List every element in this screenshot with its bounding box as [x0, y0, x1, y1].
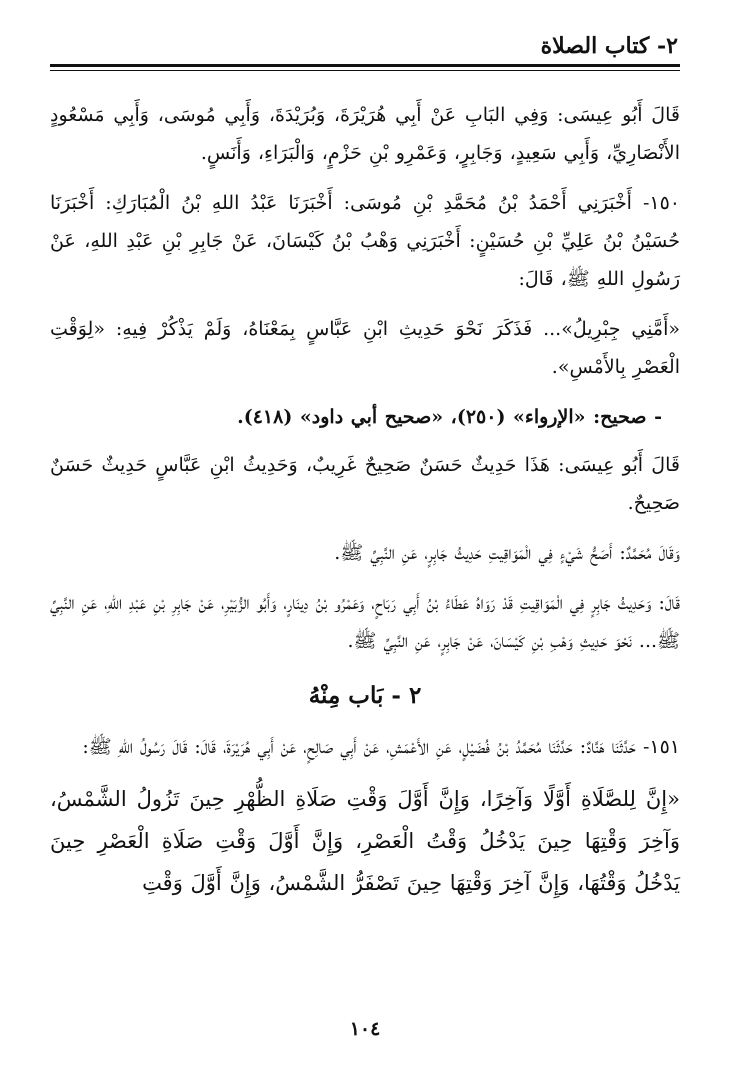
running-header — [50, 28, 680, 64]
header-rule-thin — [50, 70, 680, 71]
hadith-151-matn: «إِنَّ لِلصَّلَاةِ أَوَّلًا وَآخِرًا، وَإِنَّ أَوَّلَ وَقْتِ صَلَاةِ الظُّهْرِ حِينَ تَزُولُ الشَّمْسُ، وَآخِرَ وَقْتِهَا حِينَ يَدْخُلُ وَقْتُ الْعَصْرِ، وَإِنَّ أَوَّلَ وَقْتِ صَلَاةِ الْعَصْرِ حِينَ يَدْخُلُ وَقْتُهَا، وَإِنَّ آخِرَ وَقْتِهَا حِينَ تَصْفَرُّ الشَّمْسُ، وَإِنَّ أَوَّلَ وَقْتِ — [50, 787, 681, 895]
book-page — [50, 28, 680, 1058]
paragraph-abu-isa-chapter-note: قَالَ أَبُو عِيسَى: وَفِي البَابِ عَنْ أَبِي هُرَيْرَةَ، وَبُرَيْدَةَ، وَأَبِي مُوسَى، وَأَبِي مَسْعُودٍ الأَنْصَارِيِّ، وَأَبِي سَعِيدٍ، وَجَابِرٍ، وَعَمْرِو بْنِ حَزْمٍ، وَالْبَرَاءِ، وَأَنَسٍ. — [50, 104, 680, 164]
hadith-150-grading: - صحيح: «الإرواء» (٢٥٠)، «صحيح أبي داود» (٤١٨). — [237, 406, 662, 428]
page-body — [50, 96, 680, 916]
hadith-150-matn: «أَمَّنِي جِبْرِيلُ»... فَذَكَرَ نَحْوَ حَدِيثِ ابْنِ عَبَّاسٍ بِمَعْنَاهُ، وَلَمْ يَذْكُرْ فِيهِ: «لِوَقْتِ الْعَصْرِ بِالأَمْسِ». — [50, 318, 680, 378]
page-number: ١٠٤ — [349, 1018, 381, 1040]
section-heading-bab: ٢ - بَاب مِنْهُ — [308, 682, 422, 709]
paragraph-jabir-narrations: قَالَ: وَحَدِيثُ جَابِرٍ فِي الْمَوَاقِيتِ قَدْ رَوَاهُ عَطَاءُ بْنُ أَبِي رَبَاحٍ، وَعَمْرُو بْنُ دِينَارٍ، وَأَبُو الزُّبَيْرِ، عَنْ جَابِرِ بْنِ عَبْدِ اللهِ، عَنِ النَّبِيِّ ﷺ... نَحْوَ حَدِيثِ وَهْبِ بْنِ كَيْسَانَ، عَنْ جَابِرٍ، عَنِ النَّبِيِّ ﷺ. — [50, 592, 680, 652]
hadith-151-isnad: ١٥١- حَدَّثَنَا هَنَّادٌ: حَدَّثَنَا مُحَمَّدُ بْنُ فُضَيْلٍ، عَنِ الأَعْمَشِ، عَنْ أَبِي صَالِحٍ، عَنْ أَبِي هُرَيْرَةَ، قَالَ: قَالَ رَسُولُ اللهِ ﷺ: — [82, 736, 680, 758]
paragraph-muhammad-statement: وَقَالَ مُحَمَّدٌ: أَصَحُّ شَيْءٍ فِي الْمَوَاقِيتِ حَدِيثُ جَابِرٍ، عَنِ النَّبِيِّ ﷺ. — [334, 542, 680, 564]
chapter-title: ٢- كتاب الصلاة — [540, 33, 678, 59]
hadith-150-isnad: ١٥٠- أَخْبَرَنِي أَحْمَدُ بْنُ مُحَمَّدِ بْنِ مُوسَى: أَخْبَرَنَا عَبْدُ اللهِ بْنُ الْمُبَارَكِ: أَخْبَرَنَا حُسَيْنُ بْنُ عَلِيِّ بْنِ حُسَيْنٍ: أَخْبَرَنِي وَهْبُ بْنُ كَيْسَانَ، عَنْ جَابِرِ بْنِ عَبْدِ اللهِ، عَنْ رَسُولِ اللهِ ﷺ، قَالَ: — [50, 192, 680, 290]
header-rule-thick — [50, 64, 680, 67]
paragraph-abu-isa-ruling: قَالَ أَبُو عِيسَى: هَذَا حَدِيثٌ حَسَنٌ صَحِيحٌ غَرِيبٌ، وَحَدِيثُ ابْنِ عَبَّاسٍ حَدِيثٌ حَسَنٌ صَحِيحٌ. — [50, 454, 680, 514]
